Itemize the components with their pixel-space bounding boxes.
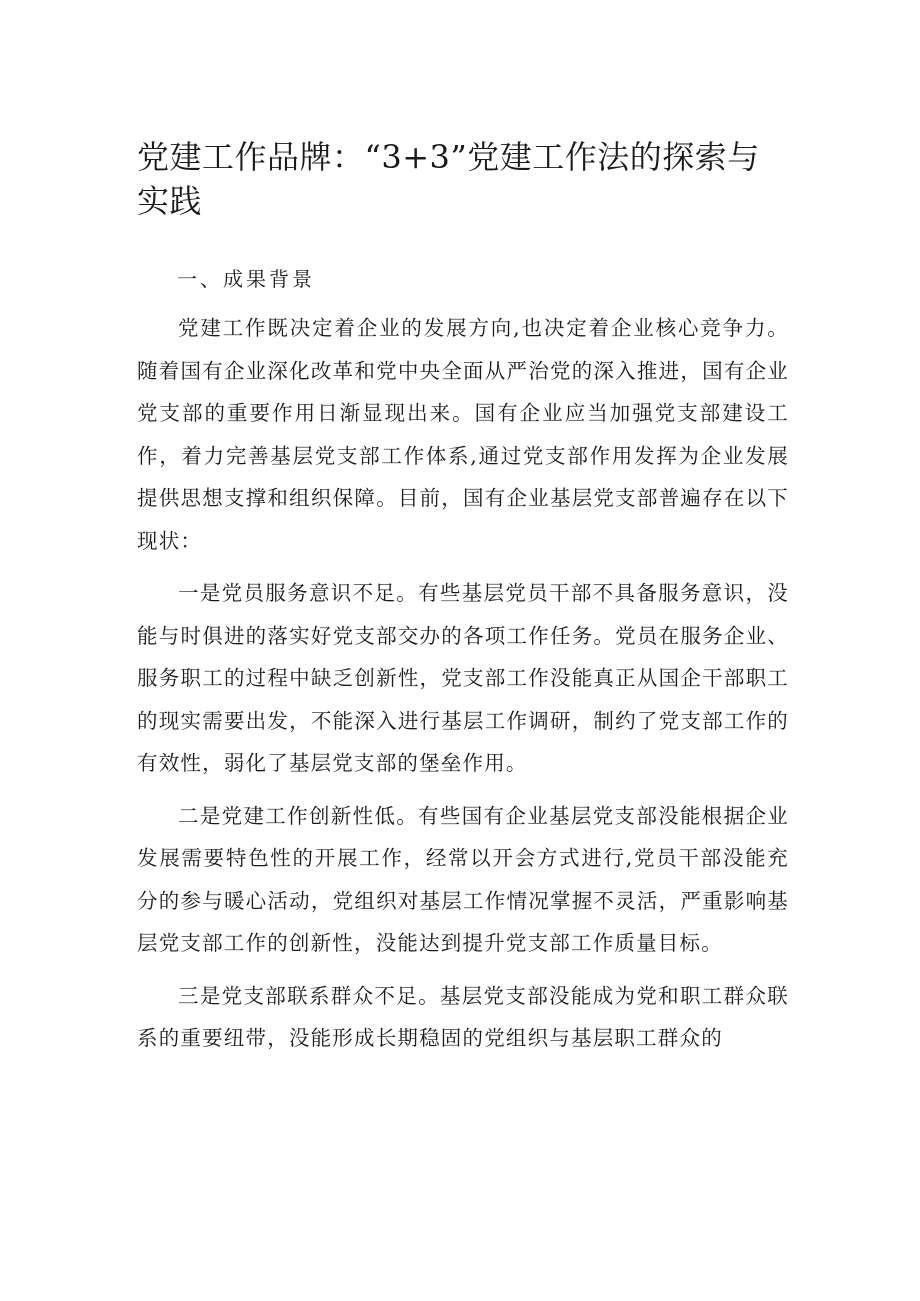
paragraph-point-two: 二是党建工作创新性低。有些国有企业基层党支部没能根据企业发展需要特色性的开展工作，经常以开会方式进行,党员干部没能充分的参与暖心活动，党组织对基层工作情况掌握不灵活，严重影响基层党支部工作的创新性，没能达到提升党支部工作质量目标。: [137, 803, 789, 955]
paragraph-point-three: 三是党支部联系群众不足。基层党支部没能成为党和职工群众联系的重要纽带，没能形成长期稳固的党组织与基层职工群众的: [137, 983, 789, 1050]
paragraph-background: 党建工作既决定着企业的发展方向,也决定着企业核心竞争力。随着国有企业深化改革和党中央全面从严治党的深入推进，国有企业党支部的重要作用日渐显现出来。国有企业应当加强党支部建设工作，着力完善基层党支部工作体系,通过党支部作用发挥为企业发展提供思想支撑和组织保障。目前，国有企业基层党支部普遍存在以下现状：: [137, 316, 789, 553]
section-heading: 一、成果背景: [177, 267, 315, 291]
paragraph-point-one: 一是党员服务意识不足。有些基层党员干部不具备服务意识，没能与时俱进的落实好党支部交办的各项工作任务。党员在服务企业、服务职工的过程中缺乏创新性，党支部工作没能真正从国企干部职工的现实需要出发，不能深入进行基层工作调研，制约了党支部工作的有效性，弱化了基层党支部的堡垒作用。: [137, 581, 789, 775]
document-body: [137, 135, 789, 1060]
document-title: 党建工作品牌：“3+3”党建工作法的探索与实践: [137, 138, 760, 220]
